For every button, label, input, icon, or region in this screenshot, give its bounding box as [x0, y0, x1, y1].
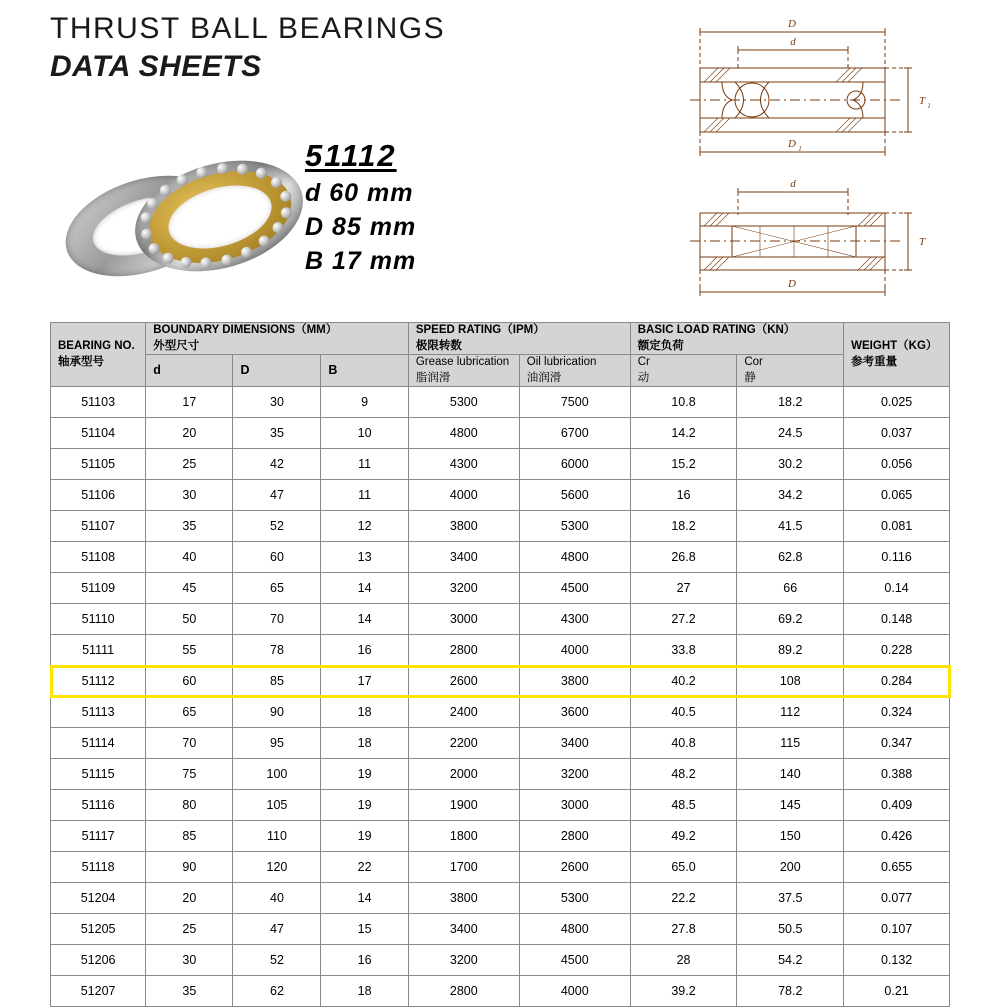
cell-d: 90 — [146, 852, 233, 883]
cell-cr: 22.2 — [630, 883, 737, 914]
cell-cr: 27 — [630, 573, 737, 604]
cell-outer-d: 52 — [233, 945, 321, 976]
cell-bearing-no: 51113 — [51, 697, 146, 728]
cell-d: 50 — [146, 604, 233, 635]
cell-grease-speed: 1700 — [408, 852, 519, 883]
cell-outer-d: 110 — [233, 821, 321, 852]
subheader-cor: Cor 静 — [737, 355, 844, 387]
cell-oil-speed: 7500 — [519, 387, 630, 418]
cell-b: 18 — [321, 976, 408, 1007]
cell-bearing-no: 51204 — [51, 883, 146, 914]
cell-oil-speed: 3000 — [519, 790, 630, 821]
table-row[interactable] — [51, 635, 950, 666]
cell-bearing-no: 51108 — [51, 542, 146, 573]
cell-oil-speed: 2600 — [519, 852, 630, 883]
cell-cr: 65.0 — [630, 852, 737, 883]
cell-oil-speed: 4800 — [519, 542, 630, 573]
cell-oil-speed: 5300 — [519, 511, 630, 542]
cell-weight: 0.21 — [844, 976, 950, 1007]
cell-grease-speed: 2200 — [408, 728, 519, 759]
cell-oil-speed: 4000 — [519, 976, 630, 1007]
table-row[interactable] — [51, 790, 950, 821]
cell-oil-speed: 4500 — [519, 945, 630, 976]
cell-grease-speed: 2800 — [408, 635, 519, 666]
cell-weight: 0.14 — [844, 573, 950, 604]
cell-cr: 27.2 — [630, 604, 737, 635]
cell-outer-d: 40 — [233, 883, 321, 914]
table-row[interactable] — [51, 914, 950, 945]
table-row[interactable] — [51, 604, 950, 635]
table-row[interactable] — [51, 945, 950, 976]
header-bearing-no: BEARING NO. 轴承型号 — [51, 323, 146, 387]
cell-weight: 0.347 — [844, 728, 950, 759]
cell-cor: 78.2 — [737, 976, 844, 1007]
cell-weight: 0.655 — [844, 852, 950, 883]
table-header-group-row — [51, 323, 950, 355]
cell-b: 18 — [321, 728, 408, 759]
cell-cr: 16 — [630, 480, 737, 511]
cell-b: 11 — [321, 449, 408, 480]
table-row[interactable] — [51, 542, 950, 573]
cell-grease-speed: 3800 — [408, 511, 519, 542]
cell-bearing-no: 51111 — [51, 635, 146, 666]
cell-grease-speed: 4300 — [408, 449, 519, 480]
cell-cor: 30.2 — [737, 449, 844, 480]
cell-cr: 40.5 — [630, 697, 737, 728]
cell-cr: 10.8 — [630, 387, 737, 418]
technical-drawing — [660, 10, 990, 310]
header-boundary-dimensions: BOUNDARY DIMENSIONS（MM） 外型尺寸 — [146, 323, 409, 355]
cell-weight: 0.056 — [844, 449, 950, 480]
table-body — [51, 387, 950, 1007]
cell-bearing-no: 51103 — [51, 387, 146, 418]
cell-grease-speed: 1900 — [408, 790, 519, 821]
drawing-label-D1: D — [788, 138, 796, 150]
cell-outer-d: 105 — [233, 790, 321, 821]
page-header — [50, 12, 650, 84]
cell-weight: 0.065 — [844, 480, 950, 511]
bearing-data-table — [50, 322, 950, 1007]
cell-b: 9 — [321, 387, 408, 418]
cell-cor: 50.5 — [737, 914, 844, 945]
header-speed-rating: SPEED RATING（IPM） 极限转数 — [408, 323, 630, 355]
cell-weight: 0.025 — [844, 387, 950, 418]
drawing-label-d-bottom: d — [790, 178, 796, 190]
cell-cor: 200 — [737, 852, 844, 883]
cell-weight: 0.409 — [844, 790, 950, 821]
cell-outer-d: 35 — [233, 418, 321, 449]
header-weight: WEIGHT（KG） 参考重量 — [844, 323, 950, 387]
cell-grease-speed: 4000 — [408, 480, 519, 511]
table-row[interactable] — [51, 387, 950, 418]
cell-cor: 62.8 — [737, 542, 844, 573]
drawing-label-T-top: T — [918, 95, 926, 107]
table-row[interactable] — [51, 883, 950, 914]
cell-b: 18 — [321, 697, 408, 728]
cell-bearing-no: 51112 — [51, 666, 146, 697]
spec-outer-diameter: D 85 mm — [305, 213, 417, 241]
cell-oil-speed: 3800 — [519, 666, 630, 697]
cell-bearing-no: 51116 — [51, 790, 146, 821]
cell-grease-speed: 3400 — [408, 914, 519, 945]
cell-cr: 40.8 — [630, 728, 737, 759]
cell-weight: 0.324 — [844, 697, 950, 728]
cell-weight: 0.116 — [844, 542, 950, 573]
cell-grease-speed: 3800 — [408, 883, 519, 914]
cell-b: 15 — [321, 914, 408, 945]
model-spec-block — [305, 138, 535, 276]
cell-d: 20 — [146, 418, 233, 449]
cell-grease-speed: 1800 — [408, 821, 519, 852]
cell-grease-speed: 3000 — [408, 604, 519, 635]
drawing-label-D-bottom: D — [788, 278, 796, 290]
table-row[interactable] — [51, 852, 950, 883]
cell-d: 17 — [146, 387, 233, 418]
cell-b: 14 — [321, 604, 408, 635]
cell-d: 40 — [146, 542, 233, 573]
spec-bore-diameter: d 60 mm — [305, 179, 414, 207]
page-title-line1: THRUST BALL BEARINGS — [50, 12, 446, 45]
page-title-line2: DATA SHEETS — [50, 50, 262, 83]
cell-bearing-no: 51105 — [51, 449, 146, 480]
table-row[interactable] — [51, 697, 950, 728]
cell-bearing-no: 51115 — [51, 759, 146, 790]
cell-d: 65 — [146, 697, 233, 728]
drawing-label-D-top: D — [788, 18, 796, 30]
subheader-D: D — [233, 355, 321, 387]
cell-outer-d: 30 — [233, 387, 321, 418]
cell-bearing-no: 51106 — [51, 480, 146, 511]
cell-b: 10 — [321, 418, 408, 449]
cell-bearing-no: 51207 — [51, 976, 146, 1007]
cell-cor: 115 — [737, 728, 844, 759]
cell-weight: 0.228 — [844, 635, 950, 666]
cell-outer-d: 65 — [233, 573, 321, 604]
cell-d: 20 — [146, 883, 233, 914]
cell-cr: 40.2 — [630, 666, 737, 697]
cell-weight: 0.132 — [844, 945, 950, 976]
cell-outer-d: 52 — [233, 511, 321, 542]
cell-cor: 34.2 — [737, 480, 844, 511]
cell-bearing-no: 51107 — [51, 511, 146, 542]
table-row[interactable] — [51, 666, 950, 697]
table-row[interactable] — [51, 418, 950, 449]
cell-bearing-no: 51104 — [51, 418, 146, 449]
cell-oil-speed: 4300 — [519, 604, 630, 635]
cell-grease-speed: 2600 — [408, 666, 519, 697]
cell-cr: 14.2 — [630, 418, 737, 449]
cell-grease-speed: 4800 — [408, 418, 519, 449]
cell-bearing-no: 51118 — [51, 852, 146, 883]
cell-oil-speed: 6700 — [519, 418, 630, 449]
model-number: 51112 — [305, 138, 397, 173]
cell-oil-speed: 3400 — [519, 728, 630, 759]
cell-weight: 0.148 — [844, 604, 950, 635]
drawing-label-d-top: d — [790, 36, 796, 48]
cell-cr: 27.8 — [630, 914, 737, 945]
cell-b: 17 — [321, 666, 408, 697]
cell-outer-d: 120 — [233, 852, 321, 883]
cell-cor: 18.2 — [737, 387, 844, 418]
cell-cor: 150 — [737, 821, 844, 852]
cell-b: 22 — [321, 852, 408, 883]
cell-cor: 54.2 — [737, 945, 844, 976]
cell-d: 35 — [146, 976, 233, 1007]
cell-cor: 66 — [737, 573, 844, 604]
cell-bearing-no: 51109 — [51, 573, 146, 604]
cell-bearing-no: 51117 — [51, 821, 146, 852]
cell-cr: 39.2 — [630, 976, 737, 1007]
cell-cor: 37.5 — [737, 883, 844, 914]
cell-outer-d: 42 — [233, 449, 321, 480]
cell-oil-speed: 5300 — [519, 883, 630, 914]
table-row[interactable] — [51, 480, 950, 511]
subheader-oil-lubrication: Oil lubrication 油润滑 — [519, 355, 630, 387]
cell-weight: 0.388 — [844, 759, 950, 790]
cell-grease-speed: 3200 — [408, 573, 519, 604]
cell-d: 25 — [146, 914, 233, 945]
cell-cor: 24.5 — [737, 418, 844, 449]
cell-outer-d: 47 — [233, 480, 321, 511]
cell-cor: 89.2 — [737, 635, 844, 666]
table-row[interactable] — [51, 976, 950, 1007]
cell-bearing-no: 51114 — [51, 728, 146, 759]
subheader-d: d — [146, 355, 233, 387]
cell-grease-speed: 3400 — [408, 542, 519, 573]
cell-b: 14 — [321, 883, 408, 914]
cell-cr: 26.8 — [630, 542, 737, 573]
cell-weight: 0.077 — [844, 883, 950, 914]
table-row[interactable] — [51, 511, 950, 542]
cell-d: 45 — [146, 573, 233, 604]
cell-d: 70 — [146, 728, 233, 759]
cell-outer-d: 85 — [233, 666, 321, 697]
cell-cor: 108 — [737, 666, 844, 697]
table-row[interactable] — [51, 821, 950, 852]
cell-outer-d: 62 — [233, 976, 321, 1007]
spec-width: B 17 mm — [305, 247, 417, 275]
cell-grease-speed: 3200 — [408, 945, 519, 976]
cell-outer-d: 47 — [233, 914, 321, 945]
cell-bearing-no: 51206 — [51, 945, 146, 976]
cell-cr: 28 — [630, 945, 737, 976]
cell-d: 80 — [146, 790, 233, 821]
table-header — [51, 323, 950, 387]
table-header-sub-row — [51, 355, 950, 387]
cell-oil-speed: 5600 — [519, 480, 630, 511]
cell-b: 16 — [321, 945, 408, 976]
cell-cr: 49.2 — [630, 821, 737, 852]
cell-outer-d: 100 — [233, 759, 321, 790]
cell-oil-speed: 2800 — [519, 821, 630, 852]
cell-d: 55 — [146, 635, 233, 666]
cell-d: 25 — [146, 449, 233, 480]
cell-weight: 0.037 — [844, 418, 950, 449]
cell-d: 75 — [146, 759, 233, 790]
cell-b: 16 — [321, 635, 408, 666]
cell-weight: 0.284 — [844, 666, 950, 697]
cell-cor: 145 — [737, 790, 844, 821]
cell-weight: 0.107 — [844, 914, 950, 945]
cell-grease-speed: 2400 — [408, 697, 519, 728]
cell-d: 60 — [146, 666, 233, 697]
cell-cr: 18.2 — [630, 511, 737, 542]
cell-outer-d: 90 — [233, 697, 321, 728]
subheader-grease-lubrication: Grease lubrication 脂润滑 — [408, 355, 519, 387]
cell-outer-d: 78 — [233, 635, 321, 666]
cell-b: 19 — [321, 790, 408, 821]
cell-weight: 0.081 — [844, 511, 950, 542]
header-basic-load-rating: BASIC LOAD RATING（KN） 额定负荷 — [630, 323, 843, 355]
svg-text:1: 1 — [927, 102, 931, 110]
subheader-cr: Cr 动 — [630, 355, 737, 387]
table-row[interactable] — [51, 573, 950, 604]
cell-bearing-no: 51205 — [51, 914, 146, 945]
technical-drawing-svg — [660, 10, 990, 310]
cell-d: 85 — [146, 821, 233, 852]
cell-cr: 48.2 — [630, 759, 737, 790]
table-row[interactable] — [51, 449, 950, 480]
cell-outer-d: 70 — [233, 604, 321, 635]
cell-oil-speed: 3200 — [519, 759, 630, 790]
table-row[interactable] — [51, 728, 950, 759]
drawing-label-T-bottom: T — [918, 236, 926, 248]
cell-b: 11 — [321, 480, 408, 511]
cell-b: 19 — [321, 759, 408, 790]
cell-d: 35 — [146, 511, 233, 542]
table-row[interactable] — [51, 759, 950, 790]
subheader-B: B — [321, 355, 408, 387]
cell-cr: 33.8 — [630, 635, 737, 666]
cell-grease-speed: 5300 — [408, 387, 519, 418]
cell-d: 30 — [146, 480, 233, 511]
svg-text:1: 1 — [798, 145, 802, 153]
cell-b: 13 — [321, 542, 408, 573]
cell-grease-speed: 2000 — [408, 759, 519, 790]
cell-grease-speed: 2800 — [408, 976, 519, 1007]
cell-cor: 41.5 — [737, 511, 844, 542]
cell-oil-speed: 3600 — [519, 697, 630, 728]
cell-d: 30 — [146, 945, 233, 976]
cell-cor: 112 — [737, 697, 844, 728]
cell-oil-speed: 6000 — [519, 449, 630, 480]
cell-oil-speed: 4000 — [519, 635, 630, 666]
cell-cor: 140 — [737, 759, 844, 790]
cell-outer-d: 95 — [233, 728, 321, 759]
bearing-photo — [55, 150, 305, 295]
cell-b: 12 — [321, 511, 408, 542]
cell-b: 14 — [321, 573, 408, 604]
cell-weight: 0.426 — [844, 821, 950, 852]
cell-cor: 69.2 — [737, 604, 844, 635]
cell-bearing-no: 51110 — [51, 604, 146, 635]
cell-oil-speed: 4500 — [519, 573, 630, 604]
cell-b: 19 — [321, 821, 408, 852]
cell-outer-d: 60 — [233, 542, 321, 573]
cell-oil-speed: 4800 — [519, 914, 630, 945]
cell-cr: 48.5 — [630, 790, 737, 821]
cell-cr: 15.2 — [630, 449, 737, 480]
